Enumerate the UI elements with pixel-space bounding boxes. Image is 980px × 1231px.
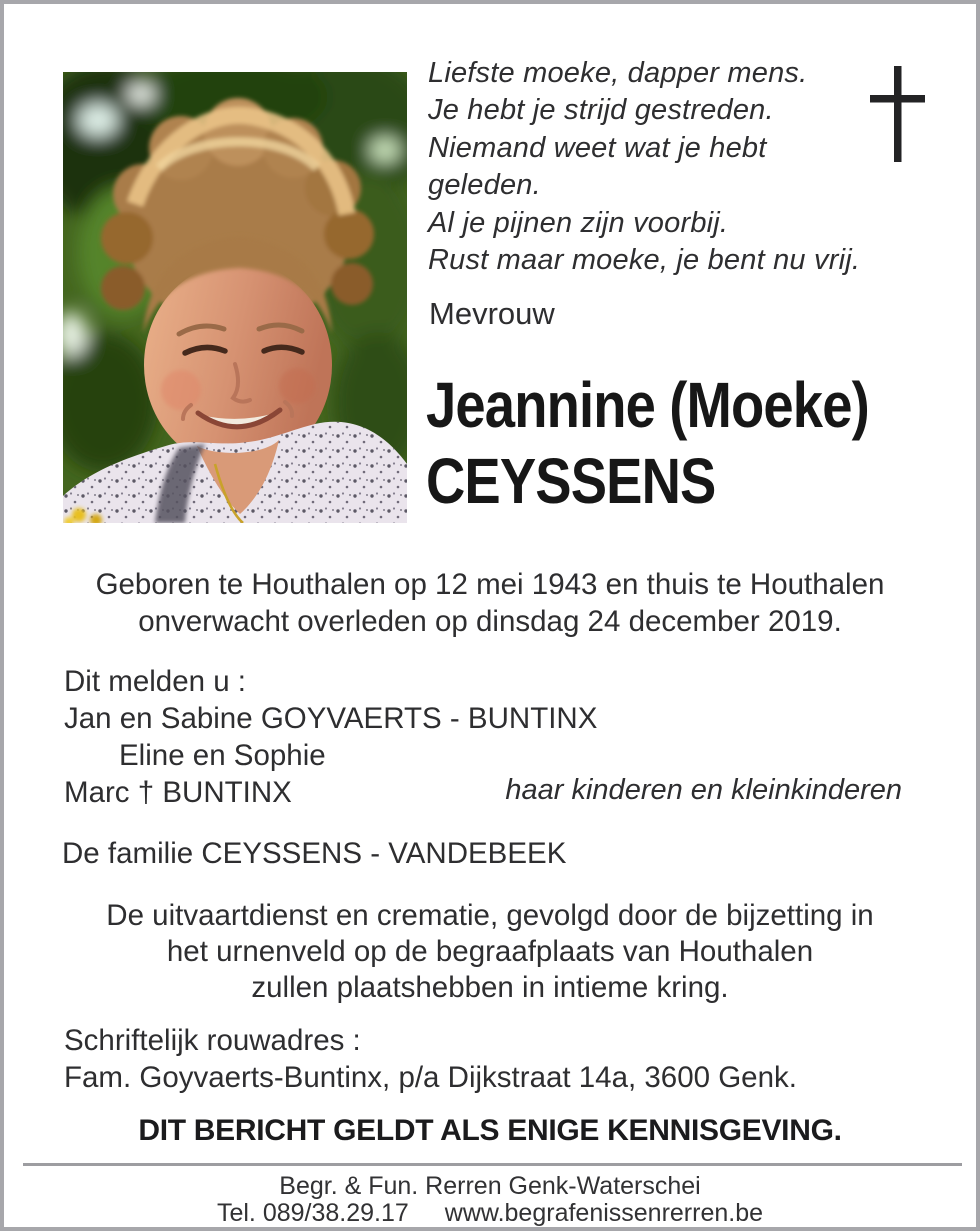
poem-line: Al je pijnen zijn voorbij. bbox=[428, 206, 729, 239]
correspondence-block bbox=[64, 1023, 797, 1096]
correspondence-label: Schriftelijk rouwadres : bbox=[64, 1024, 361, 1057]
poem-line: Rust maar moeke, je bent nu vrij. bbox=[428, 244, 861, 277]
service-info bbox=[4, 898, 976, 1006]
relative-line: Jan en Sabine GOYVAERTS - BUNTINX bbox=[64, 702, 598, 735]
funeral-home-phone: Tel. 089/38.29.17 bbox=[216, 1199, 409, 1227]
poem-line: Je hebt je strijd gestreden. bbox=[428, 94, 774, 127]
poem-line: Niemand weet wat je hebt bbox=[428, 131, 767, 164]
salutation: Mevrouw bbox=[429, 296, 555, 331]
poem-line: geleden. bbox=[428, 169, 541, 202]
service-line: De uitvaartdienst en crematie, gevolgd door de bijzetting in bbox=[106, 899, 874, 932]
life-dates-line: Geboren te Houthalen op 12 mei 1943 en thuis te Houthalen bbox=[95, 568, 885, 601]
family-line: De familie CEYSSENS - VANDEBEEK bbox=[62, 837, 567, 870]
funeral-home-website: www.begrafenissenrerren.be bbox=[444, 1199, 764, 1227]
relative-line: Eline en Sophie bbox=[119, 739, 326, 772]
funeral-home-contact bbox=[4, 1200, 976, 1227]
deceased-name bbox=[426, 367, 869, 519]
funeral-home-name: Begr. & Fun. Rerren Genk-Waterschei bbox=[279, 1172, 701, 1200]
relative-line: Marc † BUNTINX bbox=[64, 776, 292, 809]
service-line: zullen plaatshebben in intieme kring. bbox=[251, 971, 729, 1004]
deceased-first-name: Jeannine (Moeke) bbox=[426, 369, 869, 441]
portrait-photo bbox=[63, 72, 407, 523]
announcement-intro: Dit melden u : bbox=[64, 665, 246, 698]
life-dates-line: onverwacht overleden op dinsdag 24 december 2019. bbox=[138, 605, 842, 638]
funeral-home-footer bbox=[4, 1173, 976, 1227]
portrait-photo-illustration bbox=[63, 72, 407, 523]
deceased-last-name: CEYSSENS bbox=[426, 445, 716, 517]
cross-icon bbox=[864, 62, 928, 166]
memorial-poem bbox=[428, 55, 860, 279]
footer-divider bbox=[23, 1163, 962, 1166]
service-line: het urnenveld op de begraafplaats van Houthalen bbox=[166, 935, 814, 968]
sole-notification-notice: DIT BERICHT GELDT ALS ENIGE KENNISGEVING. bbox=[138, 1114, 842, 1147]
life-dates bbox=[4, 566, 976, 640]
correspondence-address: Fam. Goyvaerts-Buntinx, p/a Dijkstraat 14a, 3600 Genk. bbox=[64, 1060, 797, 1094]
poem-line: Liefste moeke, dapper mens. bbox=[428, 57, 808, 89]
relation-note: haar kinderen en kleinkinderen bbox=[505, 774, 902, 806]
